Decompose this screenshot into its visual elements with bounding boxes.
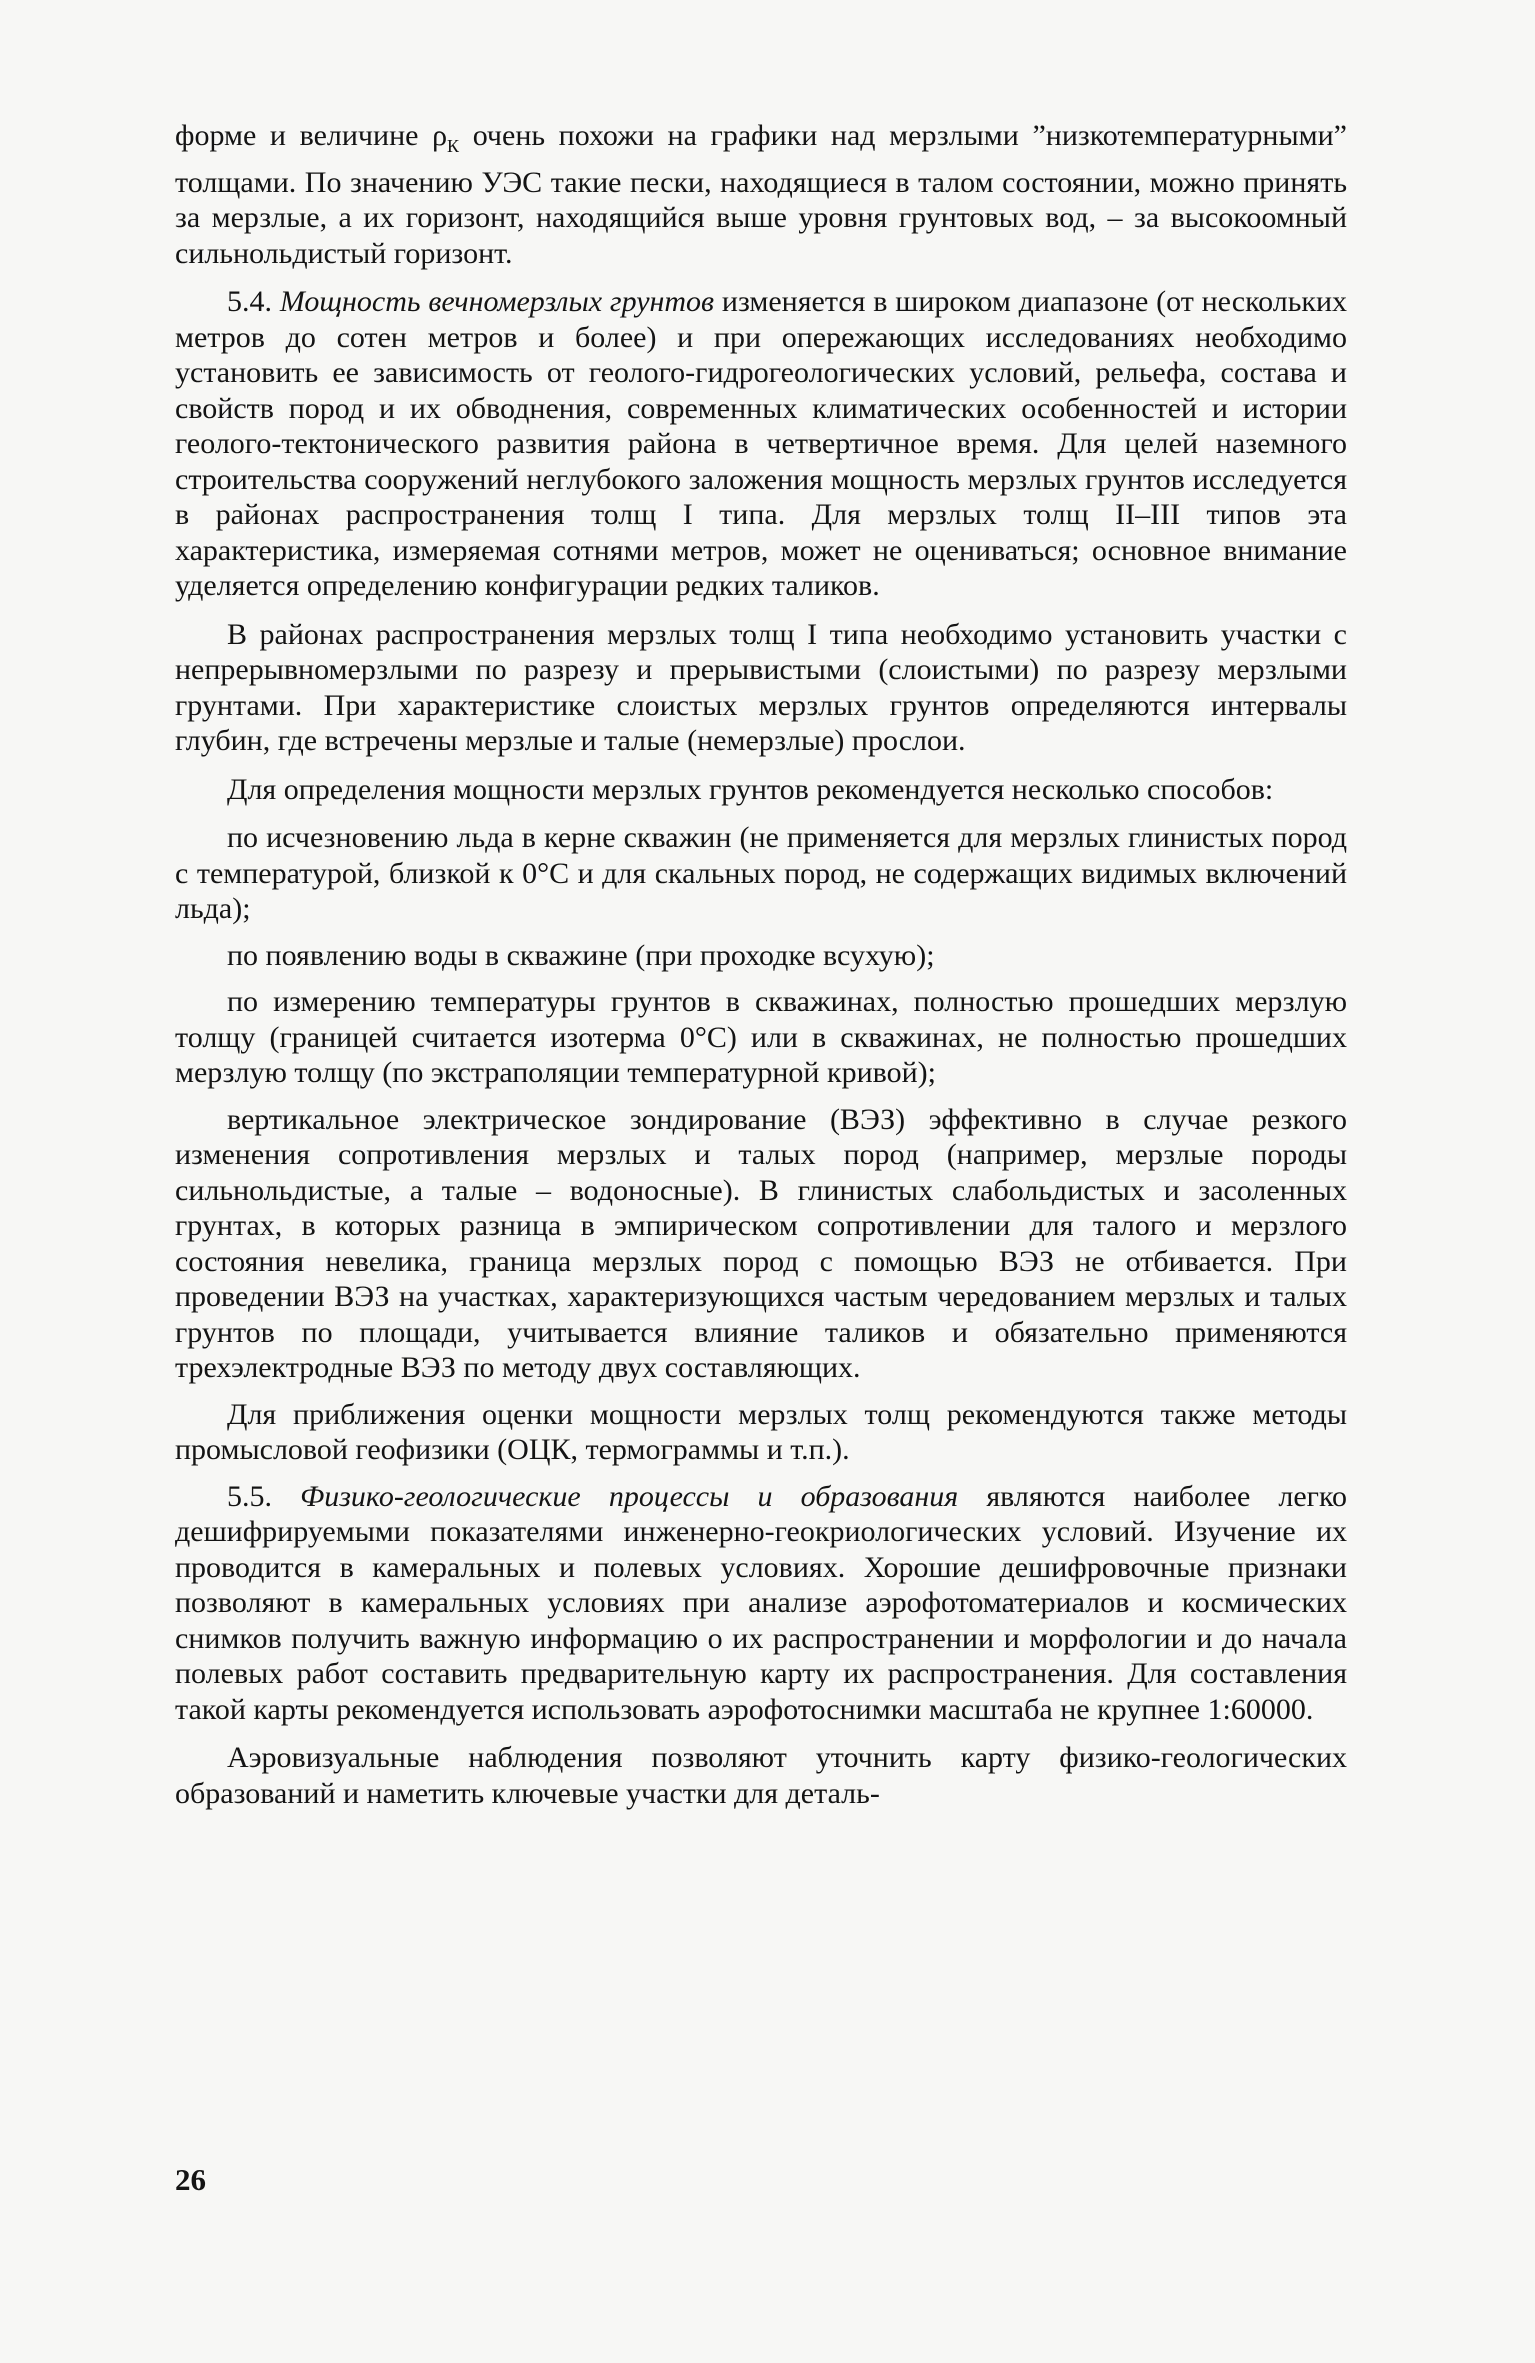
- list-item: вертикальное электрическое зондирование (ВЭЗ) эффективно в случае резкого изменения сопротивления мерзлых и талых пород (например, мерзлые породы сильнольдистые, а талые – водоносные). В глинистых слабольдистых и засоленных грунтах, в которых разница в эмпирическом сопротивлении для талого и мерзлого состояния невелика, граница мерзлых пород с помощью ВЭЗ не отбивается. При проведении ВЭЗ на участках, характеризующихся частым чередованием мерзлых и талых грунтов по площади, учитывается влияние таликов и обязательно применяются трехэлектродные ВЭЗ по методу двух составляющих.: [175, 1102, 1347, 1384]
- paragraph: Аэровизуальные наблюдения позволяют уточнить карту физико-геологических образований и наметить ключевые участки для деталь-: [175, 1741, 1347, 1810]
- paragraph: Для приближения оценки мощности мерзлых толщ рекомендуются также методы промысловой геофизики (ОЦК, термограммы и т.п.).: [175, 1397, 1347, 1466]
- section-5-5-paragraph: 5.5. Физико-геологические процессы и образования являются наиболее легко дешифрируемыми показателями инженерно-геокриологических условий. Изучение их проводится в камеральных и полевых условиях. Хорошие дешифровочные признаки позволяют в камеральных условиях при анализе аэрофотоматериалов и космических снимков получить важную информацию о их распространении и морфологии и до начала полевых работ составить предварительную карту их распространения. Для составления такой карты рекомендуется использовать аэрофотоснимки масштаба не крупнее 1:60000.: [175, 1479, 1348, 1726]
- body-text: [175, 118, 1347, 1811]
- paragraph: форме и величине $\rho_К$ очень похожи на графики над мерзлыми ”низкотемпературными” толщами. По значению УЭС такие пески, находящиеся в талом состоянии, можно принять за мерзлые, а их горизонт, находящийся выше уровня грунтовых вод, – за высокоомный сильнольдистый горизонт.: [175, 119, 1347, 270]
- page-number: 26: [175, 2162, 206, 2197]
- section-5-4-paragraph: 5.4. Мощность вечномерзлых грунтов изменяется в широком диапазоне (от нескольких метров до сотен метров и более) и при опережающих исследованиях необходимо установить ее зависимость от геолого-гидрогеологических условий, рельефа, состава и свойств пород и их обводнения, современных климатических особенностей и истории геолого-тектонического развития района в четвертичное время. Для целей наземного строительства сооружений неглубокого заложения мощность мерзлых грунтов исследуется в районах распространения толщ I типа. Для мерзлых толщ II–III типов эта характеристика, измеряемая сотнями метров, может не оцениваться; основное внимание уделяется определению конфигурации редких таликов.: [175, 285, 1348, 602]
- paragraph: В районах распространения мерзлых толщ I типа необходимо установить участки с непрерывномерзлыми по разрезу и прерывистыми (слоистыми) по разрезу мерзлыми грунтами. При характеристике слоистых мерзлых грунтов определяются интервалы глубин, где встречены мерзлые и талые (немерзлые) прослои.: [175, 617, 1347, 757]
- paragraph: Для определения мощности мерзлых грунтов рекомендуется несколько способов:: [227, 772, 1274, 806]
- section-5-4-title: Мощность вечномерзлых грунтов: [279, 285, 715, 318]
- list-item: по исчезновению льда в керне скважин (не применяется для мерзлых глинистых пород с температурой, близкой к 0°С и для скальных пород, не содержащих видимых включений льда);: [175, 821, 1347, 925]
- list-item: по измерению температуры грунтов в скважинах, полностью прошедших мерзлую толщу (границей считается изотерма 0°С) или в скважинах, не полностью прошедших мерзлую толщу (по экстраполяции температурной кривой);: [175, 985, 1347, 1089]
- list-item: по появлению воды в скважине (при проходке всухую);: [227, 938, 935, 972]
- section-5-5-title: Физико-геологические процессы и образования: [300, 1479, 959, 1513]
